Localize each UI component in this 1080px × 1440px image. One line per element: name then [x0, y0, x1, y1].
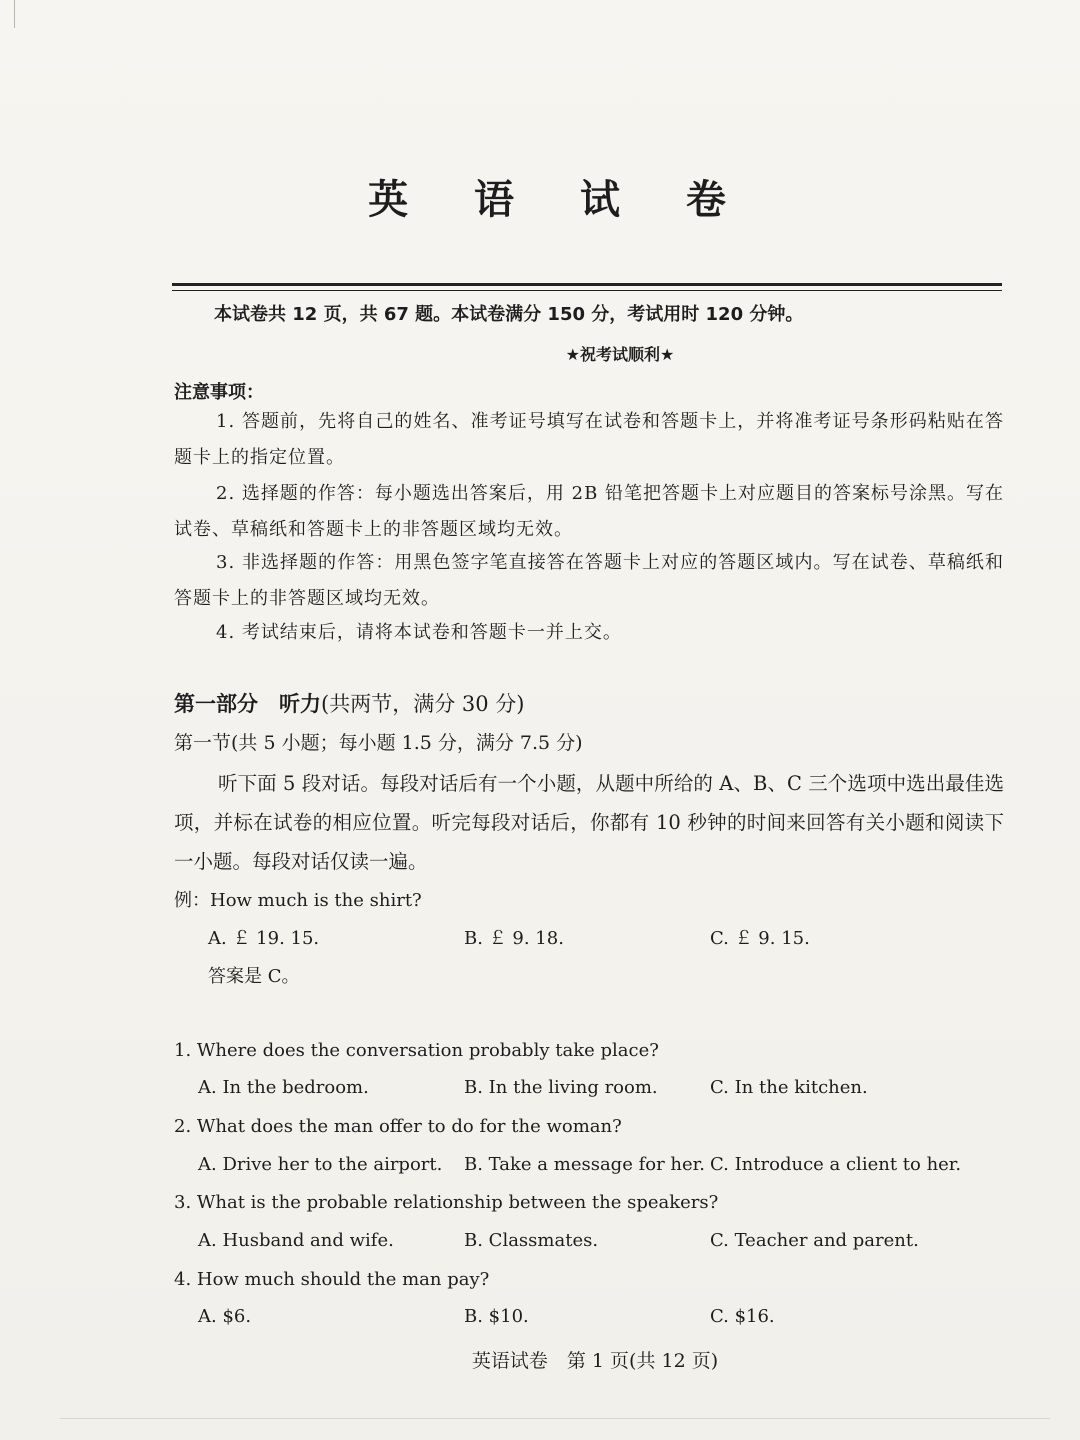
example-question: 例：How much is the shirt?: [174, 890, 422, 911]
question-2-option-c: C. Introduce a client to her.: [710, 1154, 962, 1175]
question-4-option-c: C. $16.: [710, 1306, 775, 1327]
question-3-option-c: C. Teacher and parent.: [710, 1230, 919, 1251]
part-note: (共两节，满分 30 分): [321, 692, 525, 716]
section-instructions: 听下面 5 段对话。每段对话后有一个小题，从题中所给的 A、B、C 三个选项中选出最佳选项，并标在试卷的相应位置。听完每段对话后，你都有 10 秒钟的时间来回答有关小题和阅读下一小题。每段对话仅读一遍。: [174, 772, 1004, 873]
page-title: 英 语 试 卷: [368, 177, 752, 223]
example-option-a: A. ￡ 19. 15.: [208, 928, 320, 949]
question-2-option-b: B. Take a message for her.: [464, 1154, 705, 1175]
example-option-c: C. ￡ 9. 15.: [710, 928, 810, 949]
page-footer: 英语试卷 第 1 页(共 12 页): [471, 1350, 719, 1372]
question-2-option-a: A. Drive her to the airport.: [198, 1154, 443, 1175]
question-1-option-b: B. In the living room.: [464, 1077, 658, 1098]
notice-item: 3. 非选择题的作答：用黑色签字笔直接答在答题卡上对应的答题区域内。写在试卷、草稿纸和答题卡上的非答题区域均无效。: [174, 552, 1004, 609]
part-title: 第一部分 听力: [174, 692, 321, 716]
question-3-option-a: A. Husband and wife.: [198, 1230, 394, 1251]
header-rule-thin: [172, 290, 1002, 291]
section-heading: 第一节(共 5 小题；每小题 1.5 分，满分 7.5 分): [174, 732, 583, 754]
question-4: 4. How much should the man pay?: [174, 1269, 490, 1290]
question-4-option-b: B. $10.: [464, 1306, 529, 1327]
question-3: 3. What is the probable relationship between the speakers?: [174, 1192, 719, 1213]
scan-edge-mark: [14, 0, 15, 28]
notice-item: 1. 答题前，先将自己的姓名、准考证号填写在试卷和答题卡上，并将准考证号条形码粘贴在答题卡上的指定位置。: [174, 411, 1004, 468]
question-1-option-a: A. In the bedroom.: [198, 1077, 369, 1098]
example-answer: 答案是 C。: [208, 966, 300, 987]
question-2: 2. What does the man offer to do for the woman?: [174, 1116, 622, 1137]
question-1-option-c: C. In the kitchen.: [710, 1077, 868, 1098]
good-luck-banner: ★祝考试顺利★: [565, 345, 675, 364]
notice-heading: 注意事项：: [174, 382, 264, 403]
exam-meta: 本试卷共 12 页，共 67 题。本试卷满分 150 分，考试用时 120 分钟。: [214, 304, 804, 325]
example-option-b: B. ￡ 9. 18.: [464, 928, 564, 949]
header-rule-thick: [172, 283, 1002, 286]
notice-item: 2. 选择题的作答：每小题选出答案后，用 2B 铅笔把答题卡上对应题目的答案标号涂黑。写在试卷、草稿纸和答题卡上的非答题区域均无效。: [174, 483, 1005, 540]
question-3-option-b: B. Classmates.: [464, 1230, 599, 1251]
scan-bottom-edge: [60, 1418, 1050, 1419]
question-4-option-a: A. $6.: [198, 1306, 252, 1327]
part-heading: [174, 688, 524, 718]
notice-item: 4. 考试结束后，请将本试卷和答题卡一并上交。: [216, 622, 622, 643]
question-1: 1. Where does the conversation probably take place?: [174, 1040, 659, 1061]
